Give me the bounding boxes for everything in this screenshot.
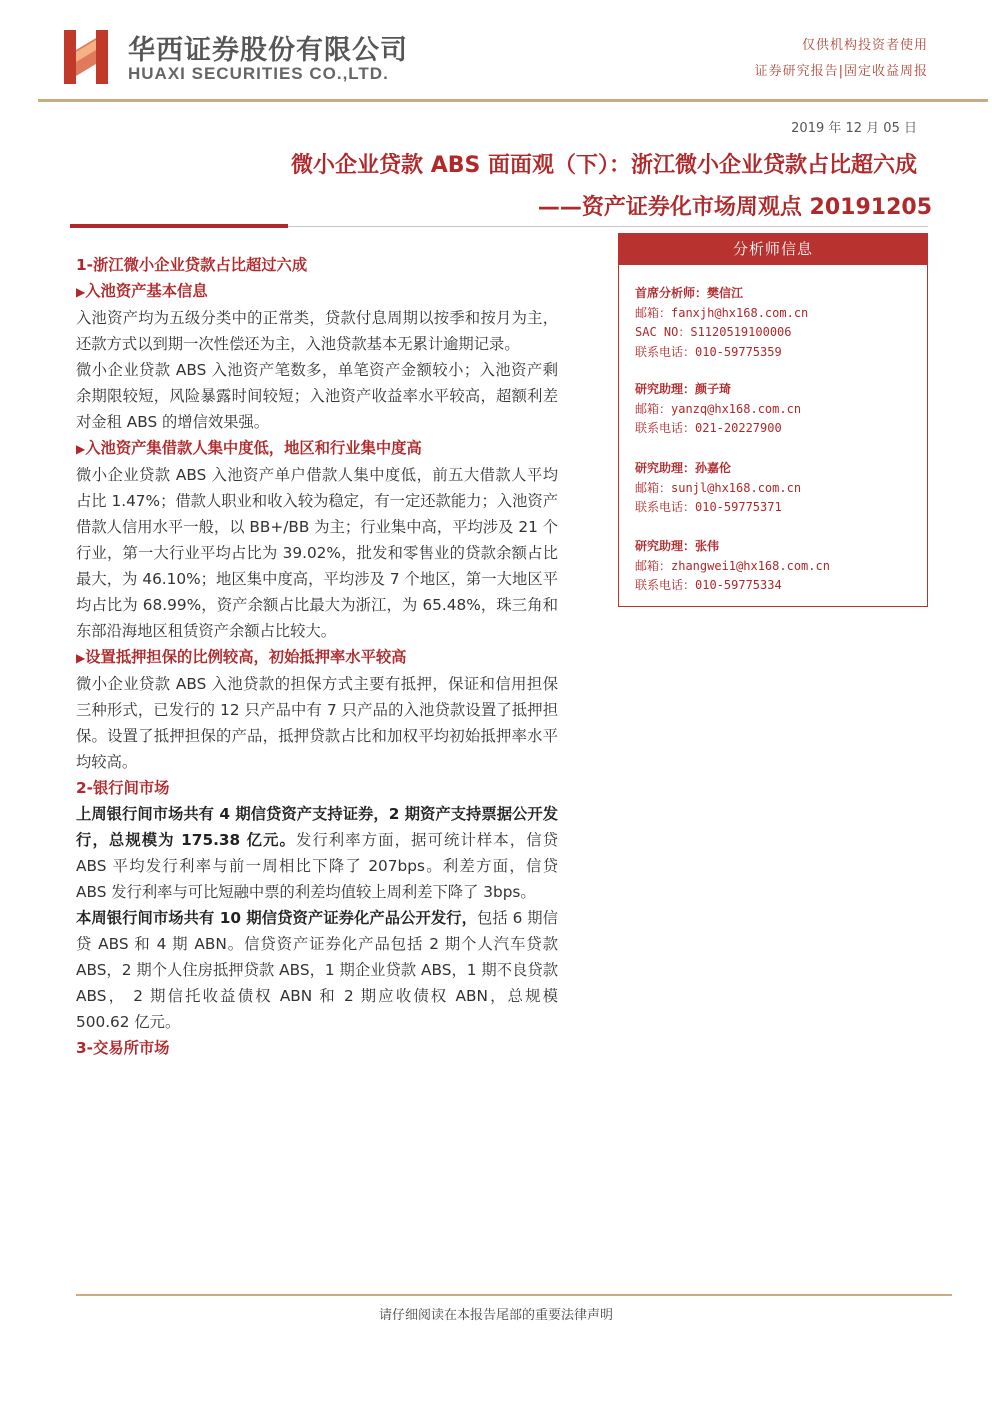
analyst-card <box>635 380 801 439</box>
huaxi-logo-icon <box>62 30 110 84</box>
triangle-bullet-icon: ▶ <box>76 285 86 299</box>
analyst-card <box>635 459 801 518</box>
report-subtitle: ——资产证券化市场周观点 20191205 <box>537 195 932 220</box>
subsection-heading <box>76 644 558 671</box>
analyst-phone: 联系电话：010-59775334 <box>635 578 782 592</box>
analyst-name: 研究助理：张伟 <box>635 539 720 553</box>
analyst-name: 首席分析师：樊信江 <box>635 286 744 300</box>
analyst-phone: 联系电话：010-59775371 <box>635 500 782 514</box>
section-heading: 1-浙江微小企业贷款占比超过六成 <box>76 256 308 274</box>
analyst-sac: SAC NO：S1120519100006 <box>635 325 792 339</box>
analyst-email: 邮箱：yanzq@hx168.com.cn <box>635 401 802 416</box>
report-date: 2019 年 12 月 05 日 <box>791 121 917 136</box>
paragraph-lead: 本周银行间市场共有 10 期信贷资产证券化产品公开发行， <box>76 909 477 927</box>
paragraph: 微小企业贷款 ABS 入池资产笔数多，单笔资产金额较小；入池资产剩余期限较短，风险暴露时间较短；入池资产收益率水平较高，超额利差对金租 ABS 的增信效果强。 <box>76 361 558 431</box>
analyst-card <box>635 284 808 362</box>
subsection-heading-text: 入池资产基本信息 <box>85 282 208 300</box>
report-title: 微小企业贷款 ABS 面面观（下）：浙江微小企业贷款占比超六成 <box>291 153 917 178</box>
analyst-email: 邮箱：sunjl@hx168.com.cn <box>635 480 802 495</box>
header-divider <box>38 99 988 102</box>
subsection-heading-text: 入池资产集借款人集中度低，地区和行业集中度高 <box>85 439 422 457</box>
subsection-heading-text: 设置抵押担保的比例较高，初始抵押率水平较高 <box>85 648 407 666</box>
paragraph-rest: 包括 6 期信贷 ABS 和 4 期 ABN。信贷资产证券化产品包括 2 期个人汽车贷款 ABS，2 期个人住房抵押贷款 ABS，1 期企业贷款 ABS，1 期不良贷款 ABS， 2 期信托收益债权 ABN 和 2 期应收债权 ABN，总规模 500.62 亿元。 <box>76 909 558 1031</box>
analyst-info-box <box>618 265 928 607</box>
analyst-email: 邮箱：fanxjh@hx168.com.cn <box>635 305 809 320</box>
legal-notice: 请仔细阅读在本报告尾部的重要法律声明 <box>378 1308 613 1323</box>
subsection-heading <box>76 278 558 305</box>
report-type: 证券研究报告|固定收益周报 <box>754 64 928 79</box>
subsection-heading <box>76 435 558 462</box>
company-name-en: HUAXI SECURITIES CO.,LTD. <box>128 64 389 83</box>
analyst-phone: 联系电话：021-20227900 <box>635 421 782 435</box>
paragraph-rest: 发行利率方面，据可统计样本，信贷 ABS 平均发行利率与前一周相比下降了 207bps。利差方面，信贷 ABS 发行利率与可比短融中票的利差均值较上周利差下降了 3bps。 <box>76 831 558 901</box>
section-heading: 3-交易所市场 <box>76 1039 170 1057</box>
audience-note: 仅供机构投资者使用 <box>801 38 928 53</box>
paragraph: 微小企业贷款 ABS 入池资产单户借款人集中度低，前五大借款人平均占比 1.47%；借款人职业和收入较为稳定，有一定还款能力；入池资产借款人信用水平一般，以 BB+/BB 为主；行业集中高，平均涉及 21 个行业，第一大行业平均占比为 39.02%，批发和零售业的贷款余额占比最大，为 46.10%；地区集中度高，平均涉及 7 个地区，第一大地区平均占比为 68.99%，资产余额占比最大为浙江，为 65.48%，珠三角和东部沿海地区租赁资产余额占比较大。 <box>76 466 558 640</box>
triangle-bullet-icon: ▶ <box>76 651 86 665</box>
analyst-name: 研究助理：孙嘉伦 <box>635 461 732 475</box>
paragraph: 入池资产均为五级分类中的正常类，贷款付息周期以按季和按月为主，还款方式以到期一次性偿还为主，入池贷款基本无累计逾期记录。 <box>76 309 558 353</box>
paragraph: 微小企业贷款 ABS 入池贷款的担保方式主要有抵押，保证和信用担保三种形式，已发行的 12 只产品中有 7 只产品的入池贷款设置了抵押担保。设置了抵押担保的产品，抵押贷款占比和加权平均初始抵押率水平均较高。 <box>76 675 558 771</box>
triangle-bullet-icon: ▶ <box>76 442 86 456</box>
main-content <box>76 252 558 1061</box>
analyst-info-heading: 分析师信息 <box>618 233 928 265</box>
paragraph <box>76 905 558 1035</box>
company-name-cn: 华西证券股份有限公司 <box>128 35 408 66</box>
paragraph <box>76 801 558 905</box>
analyst-email: 邮箱：zhangwei1@hx168.com.cn <box>635 558 830 573</box>
footer-divider <box>76 1294 952 1296</box>
title-divider <box>288 226 928 227</box>
analyst-name: 研究助理：颜子琦 <box>635 382 732 396</box>
analyst-card <box>635 537 830 596</box>
paragraph-lead: 上周银行间市场共有 4 期信贷资产支持证券，2 期资产支持票据公开发行，总规模为 175.38 亿元。 <box>76 805 558 849</box>
title-accent-rule <box>70 224 288 228</box>
analyst-phone: 联系电话：010-59775359 <box>635 344 782 359</box>
section-heading: 2-银行间市场 <box>76 779 170 797</box>
